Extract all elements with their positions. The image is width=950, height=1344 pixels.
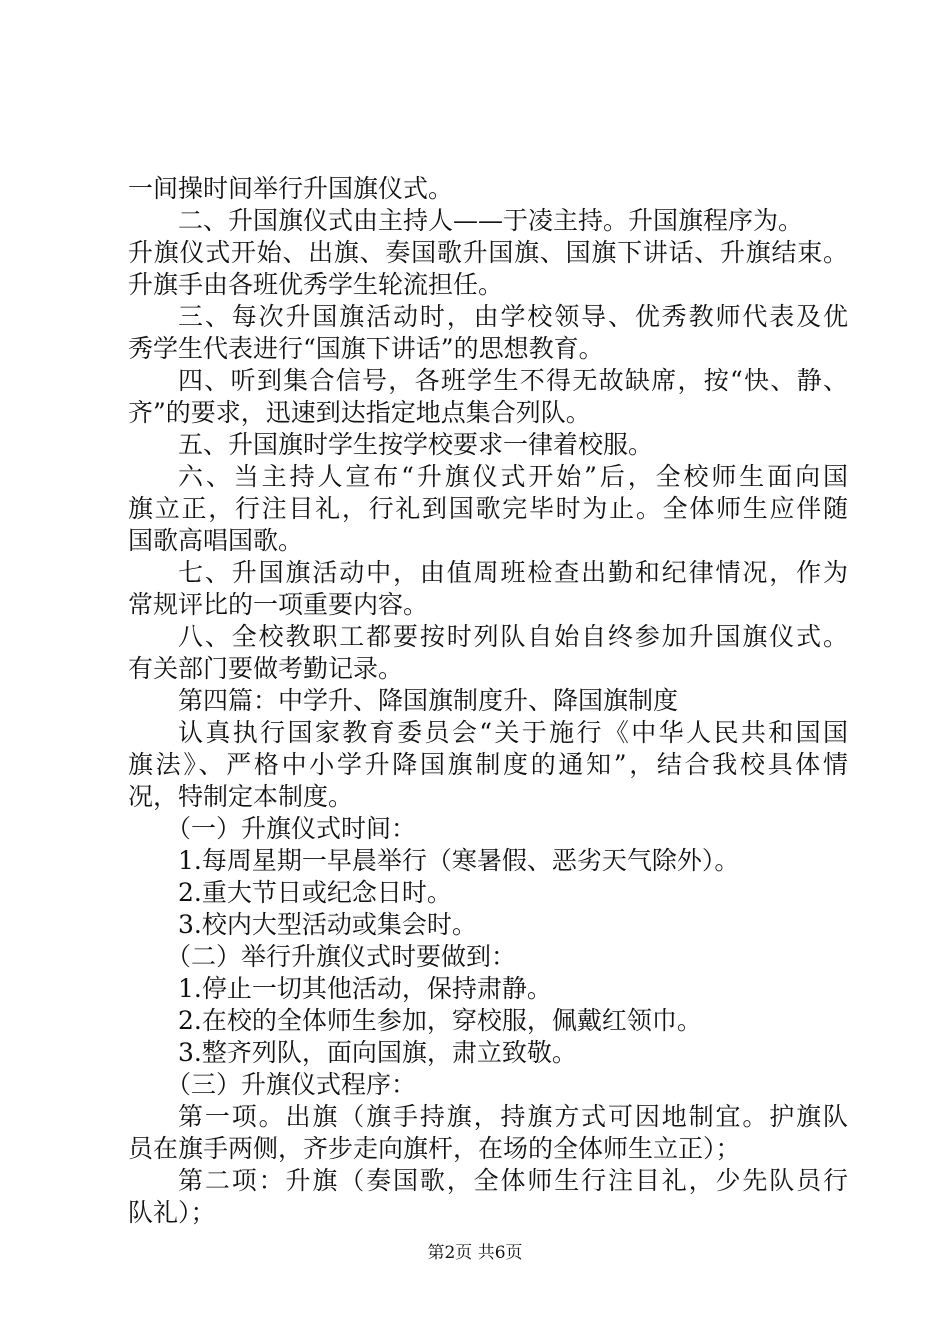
text-line: 八、全校教职工都要按时列队自始自终参加升国旗仪式。 — [178, 622, 848, 651]
text-line: 升旗仪式开始、出旗、奏国歌升国旗、国旗下讲话、升旗结束。 — [128, 238, 848, 267]
document-body — [128, 173, 848, 1229]
list-item: 3.整齐列队，面向国旗，肃立致敬。 — [178, 1038, 577, 1067]
subsection-heading: （三）升旗仪式程序： — [166, 1070, 417, 1099]
section-heading: 第四篇：中学升、降国旗制度升、降国旗制度 — [178, 686, 679, 715]
text-line: 况，特制定本制度。 — [128, 782, 354, 811]
text-line: 二、升国旗仪式由主持人——于凌主持。升国旗程序为。 — [178, 206, 804, 235]
text-line: 常规评比的一项重要内容。 — [128, 590, 429, 619]
text-line: 升旗手由各班优秀学生轮流担任。 — [128, 270, 504, 299]
subsection-heading: （一）升旗仪式时间： — [166, 814, 417, 843]
text-line: 国歌高唱国歌。 — [128, 526, 304, 555]
list-item: 2.在校的全体师生参加，穿校服，佩戴红领巾。 — [178, 1006, 702, 1035]
page-number-footer: 第2页 共6页 — [427, 1243, 523, 1263]
text-line: 第二项：升旗（奏国歌，全体师生行注目礼，少先队员行 — [178, 1166, 848, 1195]
text-line: 有关部门要做考勤记录。 — [128, 654, 404, 683]
text-line: 五、升国旗时学生按学校要求一律着校服。 — [178, 430, 654, 459]
text-line: 齐”的要求，迅速到达指定地点集合列队。 — [128, 398, 591, 427]
subsection-heading: （二）举行升旗仪式时要做到： — [166, 942, 517, 971]
text-line: 六、当主持人宣布“升旗仪式开始”后，全校师生面向国 — [178, 462, 848, 491]
list-item: 2.重大节日或纪念日时。 — [178, 878, 452, 907]
list-item: 1.每周星期一早晨举行（寒暑假、恶劣天气除外）。 — [178, 846, 740, 875]
text-line: 员在旗手两侧，齐步走向旗杆，在场的全体师生立正）； — [128, 1134, 741, 1163]
list-item: 1.停止一切其他活动，保持肃静。 — [178, 974, 552, 1003]
text-line: 一间操时间举行升国旗仪式。 — [128, 174, 454, 203]
text-line: 三、每次升国旗活动时，由学校领导、优秀教师代表及优 — [178, 302, 848, 331]
text-line: 七、升国旗活动中，由值周班检查出勤和纪律情况，作为 — [178, 558, 848, 587]
text-line: 第一项。出旗（旗手持旗，持旗方式可因地制宜。护旗队 — [178, 1102, 848, 1131]
text-line: 旗立正，行注目礼，行礼到国歌完毕时为止。全体师生应伴随 — [128, 494, 848, 523]
text-line: 队礼）； — [128, 1198, 216, 1227]
text-line: 认真执行国家教育委员会“关于施行《中华人民共和国国 — [178, 718, 848, 747]
list-item: 3.校内大型活动或集会时。 — [178, 910, 477, 939]
text-line: 四、听到集合信号，各班学生不得无故缺席，按“快、静、 — [178, 366, 848, 395]
text-line: 旗法》、严格中小学升降国旗制度的通知”，结合我校具体情 — [128, 750, 848, 779]
text-line: 秀学生代表进行“国旗下讲话”的思想教育。 — [128, 334, 604, 363]
